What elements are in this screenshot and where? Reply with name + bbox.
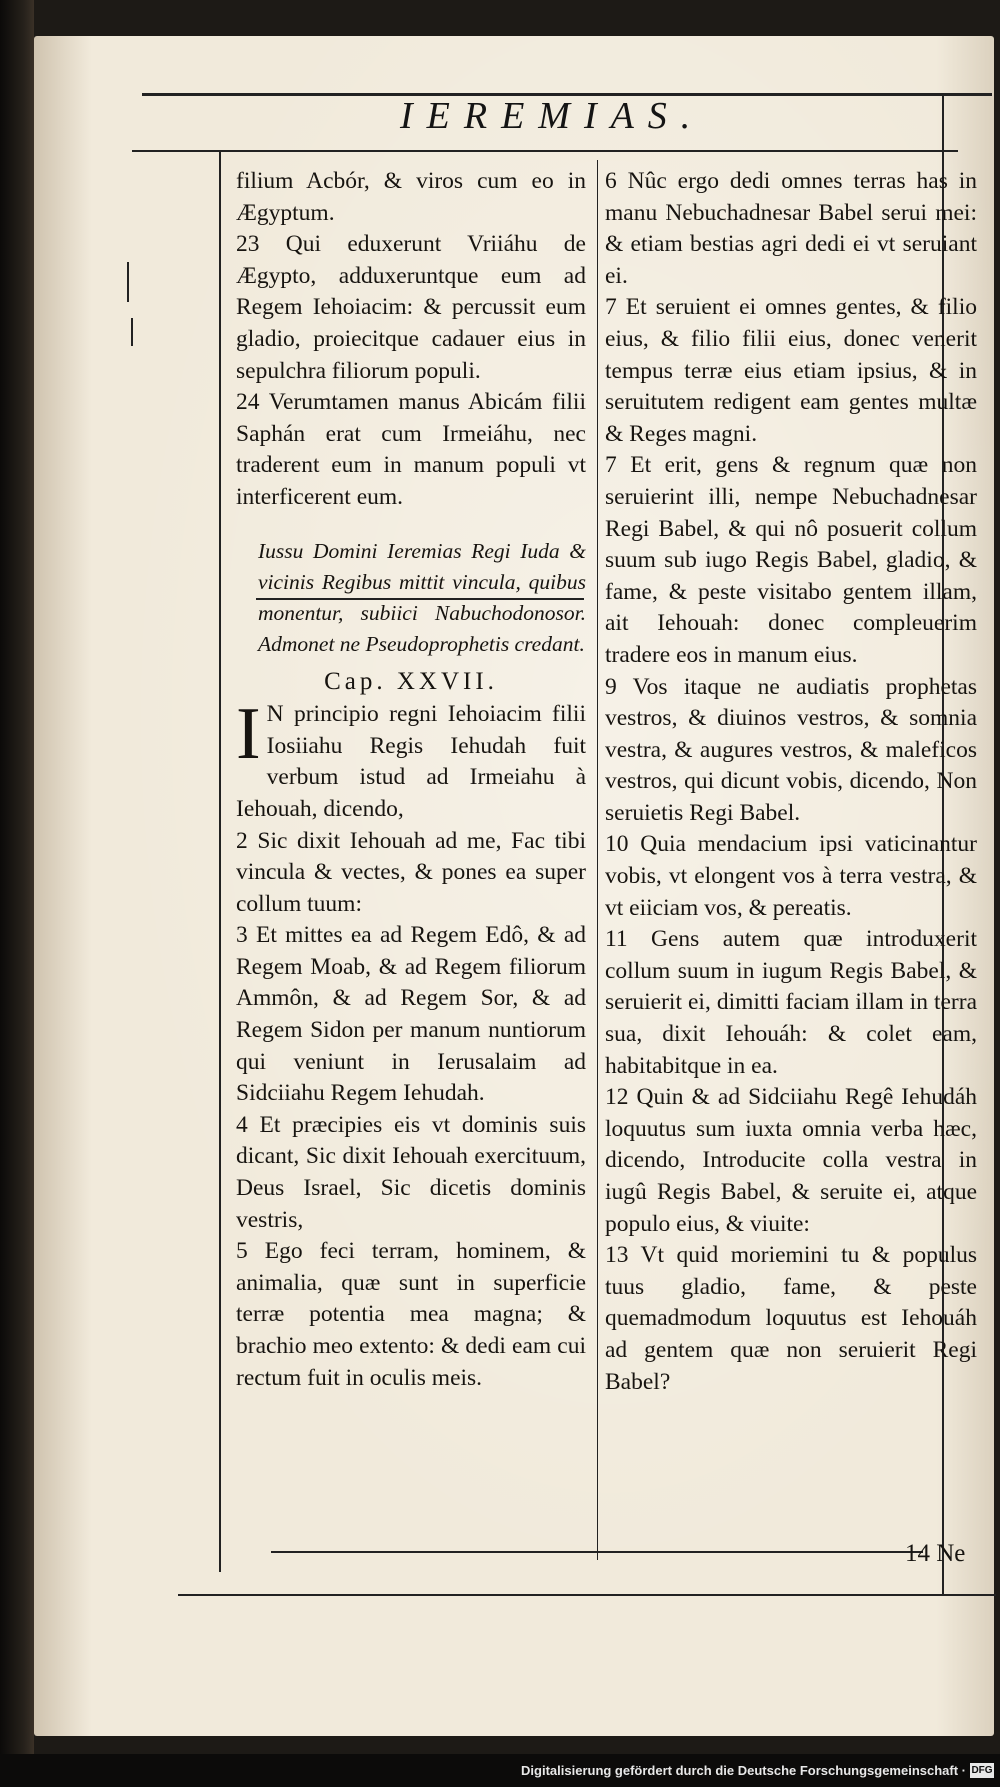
- verse-text: 11 Gens autem quæ introduxerit collum suum in iugum Regis Babel, & seruierit ei, dimitti faciam illam in terra sua, dixit Iehouáh: & colet eam, habitabitque in ea.: [605, 926, 977, 1079]
- header-bottom-rule: [132, 150, 958, 152]
- verse-text: 13 Vt quid moriemini tu & populus tuus gladio, fame, & peste quemadmodum loquutus est Iehouáh ad gentem quæ non seruierit Regi Babel?: [605, 1242, 977, 1395]
- verse-text: 5 Ego feci terram, hominem, & animalia, quæ sunt in superficie terræ potentia mea magna; & brachio meo extento: & dedi eam cui rectum fuit in oculis meis.: [236, 1238, 586, 1391]
- drop-cap-initial: I: [236, 693, 261, 776]
- column-divider: [597, 160, 598, 1560]
- margin-mark: [131, 318, 133, 346]
- margin-mark: [127, 262, 129, 302]
- verse-text: 10 Quia mendacium ipsi vaticinantur vobis, vt elongent vos à terra vestra, & vt eiiciam vos, & pereatis.: [605, 831, 977, 921]
- verse-text: 23 Qui eduxerunt Vriiáhu de Ægypto, adduxeruntque eum ad Regem Iehoiacim: & percussit eum gladio, proiecitque cadauer eius in sepulchra filiorum populi.: [236, 231, 586, 384]
- opening-verse: [236, 693, 586, 825]
- right-column: [605, 166, 977, 1398]
- verse-text: filium Acbór, & viros cum eo in Ægyptum.: [236, 168, 586, 226]
- chapter-summary: Iussu Domini Ieremias Regi Iuda & vicinis Regibus mittit vincula, quibus monentur, subiici Nabuchodonosor. Admonet ne Pseudoprophetis credant.: [258, 538, 586, 656]
- scan-dark-edge: [0, 0, 34, 1787]
- opening-verse-text: N principio regni Iehoiacim filii Iosiiahu Regis Iehudah fuit verbum istud ad Irmeiahu à Iehouah, dicendo,: [236, 701, 586, 822]
- running-title: IEREMIAS.: [400, 95, 705, 137]
- dfg-logo: DFG: [971, 1765, 993, 1776]
- verse-text: 4 Et præcipies eis vt dominis suis dicant, Sic dixit Iehouah exercituum, Deus Israel, Sic dicetis dominis vestris,: [236, 1111, 586, 1233]
- verse-text: 3 Et mittes ea ad Regem Edô, & ad Regem Moab, & ad Regem filiorum Ammôn, & ad Regem Sor, & ad Regem Sidon per manum nuntiorum qui veniunt in Ierusalaim ad Sidciiahu Regem Iehudah.: [236, 922, 586, 1107]
- chapter-heading: Cap. XXVII.: [324, 667, 498, 695]
- verse-text: 12 Quin & ad Sidciiahu Regê Iehudáh loquutus sum iuxta omnia verba hæc, dicendo, Introducite colla vestra in iugû Regis Babel, & seruite ei, atque populo eius, & viuite:: [605, 1084, 977, 1237]
- left-frame-rule: [219, 152, 221, 1572]
- bottom-rule-2: [178, 1594, 996, 1596]
- verse-text: 24 Verumtamen manus Abicám filii Saphán erat cum Irmeiáhu, nec traderent eum in manum populi vt interficerent eum.: [236, 389, 586, 510]
- verse-text: 7 Et seruient ei omnes gentes, & filio eius, & filio filii eius, donec venerit tempus terræ eius etiam ipsius, & in seruitutem redigent eam gentes multæ & Reges magni.: [605, 294, 977, 447]
- funding-credit: Digitalisierung gefördert durch die Deutsche Forschungsgemeinschaft ·: [521, 1763, 966, 1778]
- left-column: [236, 166, 586, 1394]
- verse-text: 9 Vos itaque ne audiatis prophetas vestros, & diuinos vestros, & somnia vestra, & augures vestros, & maleficos vestros, qui dicunt vobis, dicendo, Non seruietis Regi Babel.: [605, 673, 977, 826]
- bottom-rule-1: [271, 1551, 923, 1553]
- verse-text: 6 Nûc ergo dedi omnes terras has in manu Nebuchadnesar Babel serui mei: & etiam bestias agri dedi ei vt seruiant ei.: [605, 168, 977, 289]
- catchword: 14 Ne: [905, 1540, 966, 1567]
- verse-text: 7 Et erit, gens & regnum quæ non seruierint illi, nempe Nebuchadnesar Regi Babel, & qui nô posuerit collum suum sub iugo Regis Babel, gladio, & fame, & peste visitabo gentem illam, ait Iehouah: donec compleuerim tradere eos in manum eius.: [605, 452, 977, 668]
- verse-text: 2 Sic dixit Iehouah ad me, Fac tibi vincula & vectes, & pones ea super collum tuum:: [236, 827, 586, 917]
